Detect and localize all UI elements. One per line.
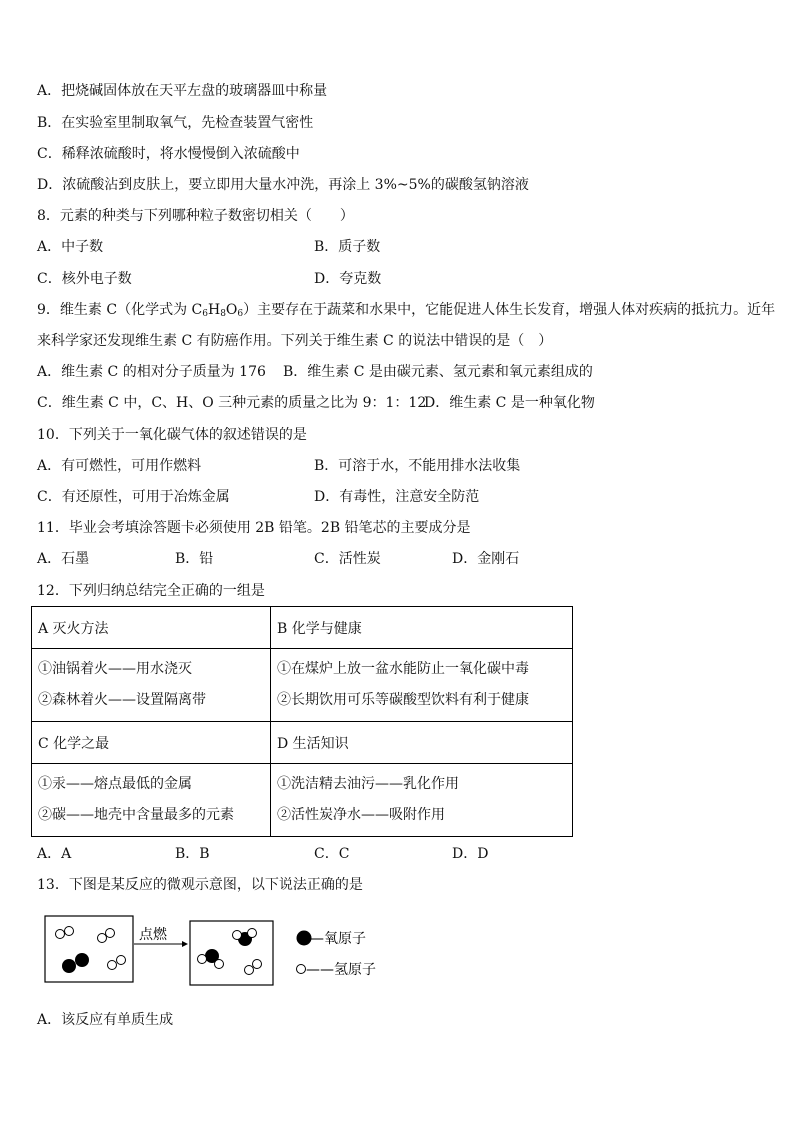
q9-option-b: B．维生素 C 是由碳元素、氢元素和氧元素组成的 [283,364,593,380]
cell-a-item-2: ②森林着火——设置隔离带 [38,692,206,708]
q11-stem: 11．毕业会考填涂答题卡必须使用 2B 铅笔。2B 铅笔芯的主要成分是 [37,520,471,536]
hydrogen-atom [248,929,257,938]
q12-option-b: B．B [175,846,210,862]
hydrogen-atom [117,956,126,965]
legend-hydrogen-label: ——氢原子 [306,962,376,978]
q10-stem: 10．下列关于一氧化碳气体的叙述错误的是 [37,427,307,443]
q9-sub-o: 6 [237,309,244,319]
cell-b-item-2: ②长期饮用可乐等碳酸型饮料有利于健康 [277,692,529,708]
hydrogen-atom [106,929,115,938]
q10-option-d: D．有毒性，注意安全防范 [314,489,480,505]
cell-c-item-1: ①汞——熔点最低的金属 [38,776,192,792]
q7-option-a: A．把烧碱固体放在天平左盘的玻璃器皿中称量 [37,83,328,99]
q9-formula-o: O [225,302,238,318]
hydrogen-atom [215,960,224,969]
hydrogen-atom [253,960,262,969]
table-row [32,649,573,722]
cell-a-head: A 灭火方法 [32,607,271,649]
cell-d-head: D 生活知识 [271,722,573,764]
table-row [32,607,573,649]
hydrogen-atom [233,931,242,940]
q7-option-c: C．稀释浓硫酸时，将水慢慢倒入浓硫酸中 [37,146,300,162]
q12-summary-table [31,606,573,837]
q9-option-a: A．维生素 C 的相对分子质量为 176 [37,364,266,380]
legend-hydrogen-marker [297,965,306,974]
cell-a-item-1: ①油锅着火——用水浇灭 [38,661,192,677]
cell-b-item-1: ①在煤炉上放一盆水能防止一氧化碳中毒 [277,661,529,677]
q11-option-a: A．石墨 [37,551,90,567]
table-row [32,722,573,764]
reaction-arrow-head [182,941,188,947]
q10-option-b: B．可溶于水，不能用排水法收集 [314,458,521,474]
q9-option-d: D．维生素 C 是一种氧化物 [424,395,595,411]
cell-b-body [271,649,573,722]
q12-stem: 12．下列归纳总结完全正确的一组是 [37,583,265,599]
q9-option-c: C．维生素 C 中，C、H、O 三种元素的质量之比为 9：1：12 [37,395,427,411]
oxygen-atom [75,953,89,967]
q13-stem: 13．下图是某反应的微观示意图，以下说法正确的是 [37,877,363,893]
hydrogen-atom [108,961,117,970]
cell-d-item-1: ①洗洁精去油污——乳化作用 [277,776,459,792]
q12-option-c: C．C [314,846,350,862]
q9-stem-line2: 来科学家还发现维生素 C 有防癌作用。下列关于维生素 C 的说法中错误的是（ ） [37,333,553,349]
cell-c-item-2: ②碳——地壳中含量最多的元素 [38,807,234,823]
q8-option-d: D．夸克数 [314,271,382,287]
hydrogen-atom [198,955,207,964]
oxygen-atom [62,959,76,973]
q8-option-c: C．核外电子数 [37,271,132,287]
q11-option-c: C．活性炭 [314,551,381,567]
cell-d-item-2: ②活性炭净水——吸附作用 [277,807,445,823]
legend-oxygen-label: —氧原子 [310,931,366,947]
hydrogen-atom [98,934,107,943]
q7-option-b: B．在实验室里制取氧气，先检查装置气密性 [37,115,314,131]
reactant-box [45,916,133,982]
hydrogen-atom [56,930,65,939]
q12-option-a: A．A [37,846,72,862]
q7-option-d: D．浓硫酸沾到皮肤上，要立即用大量水冲洗，再涂上 3%~5%的碳酸氢钠溶液 [37,177,529,193]
q9-stem-pre: 9．维生素 C（化学式为 C [37,302,203,318]
cell-d-body [271,764,573,837]
q12-option-d: D．D [452,846,489,862]
q8-stem: 8．元素的种类与下列哪种粒子数密切相关（ ） [37,208,354,224]
product-box [190,921,273,985]
q9-sub-h: 8 [220,309,226,319]
q13-option-a: A．该反应有单质生成 [37,1012,174,1028]
q11-option-d: D．金刚石 [452,551,520,567]
q8-option-b: B．质子数 [314,239,381,255]
table-row [32,764,573,837]
cell-c-body [32,764,271,837]
q9-stem [37,301,775,323]
reaction-diagram [42,912,402,992]
cell-c-head: C 化学之最 [32,722,271,764]
cell-a-body [32,649,271,722]
q8-option-a: A．中子数 [37,239,104,255]
hydrogen-atom [245,966,254,975]
q10-option-a: A．有可燃性，可用作燃料 [37,458,202,474]
cell-b-head: B 化学与健康 [271,607,573,649]
arrow-label: 点燃 [139,927,167,943]
hydrogen-atom [65,927,74,936]
q9-sub-c: 6 [202,309,208,319]
q9-formula-h: H [207,302,221,318]
q11-option-b: B．铅 [175,551,214,567]
q9-stem-post: ）主要存在于蔬菜和水果中，它能促进人体生长发育，增强人体对疾病的抵抗力。近年 [243,302,776,318]
q10-option-c: C．有还原性，可用于冶炼金属 [37,489,230,505]
